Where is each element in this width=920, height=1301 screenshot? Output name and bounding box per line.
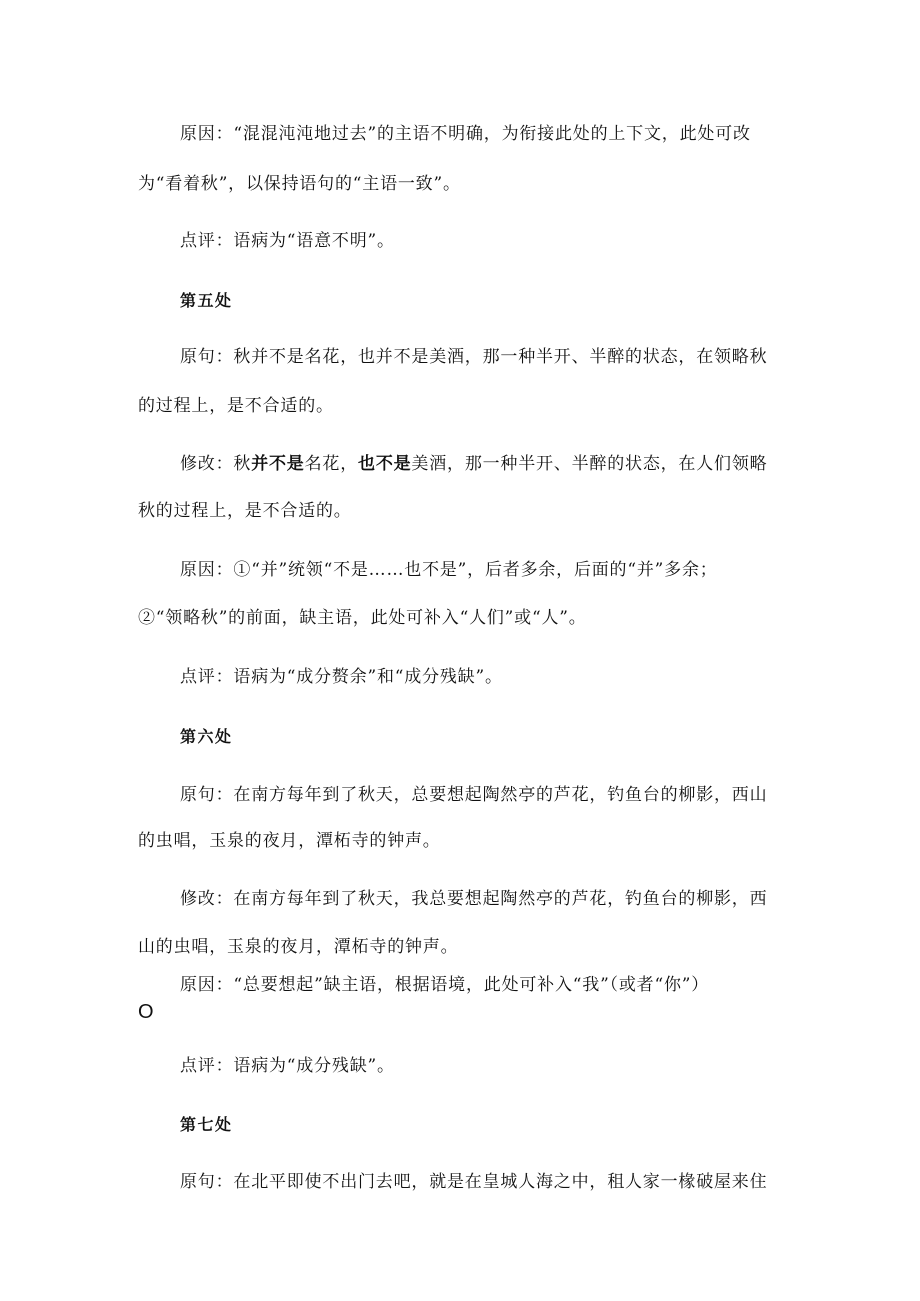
revision-6-line-1: 修改：在南方每年到了秋天，我总要想起陶然亭的芦花，钓鱼台的柳影，西 [180, 889, 768, 909]
original-sentence-5-line-2: 的过程上，是不合适的。 [138, 396, 334, 416]
revision-5-text-b: 名花， [304, 454, 359, 474]
comment-paragraph-6: 点评：语病为“成分残缺”。 [180, 1056, 395, 1076]
section-heading-6: 第六处 [180, 727, 233, 746]
original-sentence-5-line-1: 原句：秋并不是名花，也并不是美酒，那一种半开、半醉的状态，在领略秋 [180, 347, 768, 367]
section-heading-7: 第七处 [180, 1115, 233, 1134]
revision-5-text-a: 修改：秋 [180, 454, 252, 474]
revision-5-bold-a: 并不是 [251, 454, 305, 474]
revision-5-bold-b: 也不是 [358, 454, 412, 474]
revision-6-line-2: 山的虫唱，玉泉的夜月，潭柘寺的钟声。 [138, 937, 459, 957]
revision-5-line-1 [180, 452, 767, 476]
comment-paragraph-5: 点评：语病为“成分赘余”和“成分残缺”。 [180, 667, 503, 687]
original-sentence-6-line-1: 原句：在南方每年到了秋天，总要想起陶然亭的芦花，钓鱼台的柳影，西山 [180, 785, 768, 805]
reason-paragraph-6-line-1: 原因：“总要想起”缺主语，根据语境，此处可补入“我”（或者“你”） [180, 975, 710, 995]
original-sentence-6-line-2: 的虫唱，玉泉的夜月，潭柘寺的钟声。 [138, 831, 441, 851]
reason-paragraph-6-line-2: O [138, 1001, 155, 1023]
reason-paragraph-4-line-1: 原因：“混混沌沌地过去”的主语不明确，为衔接此处的上下文，此处可改 [180, 124, 751, 144]
reason-paragraph-4-line-2: 为“看着秋”，以保持语句的“主语一致”。 [138, 174, 461, 194]
original-sentence-7-line-1: 原句：在北平即使不出门去吧，就是在皇城人海之中，租人家一椽破屋来住 [180, 1172, 768, 1192]
reason-paragraph-5-line-2: ②“领略秋”的前面，缺主语，此处可补入“人们”或“人”。 [138, 608, 587, 628]
revision-5-text-c: 美酒，那一种半开、半醉的状态，在人们领略 [411, 454, 768, 474]
section-heading-5: 第五处 [180, 291, 233, 310]
comment-paragraph-4: 点评：语病为“语意不明”。 [180, 231, 395, 251]
revision-5-line-2: 秋的过程上，是不合适的。 [138, 501, 352, 521]
reason-paragraph-5-line-1: 原因：①“并”统领“不是……也不是”，后者多余，后面的“并”多余； [180, 560, 718, 580]
